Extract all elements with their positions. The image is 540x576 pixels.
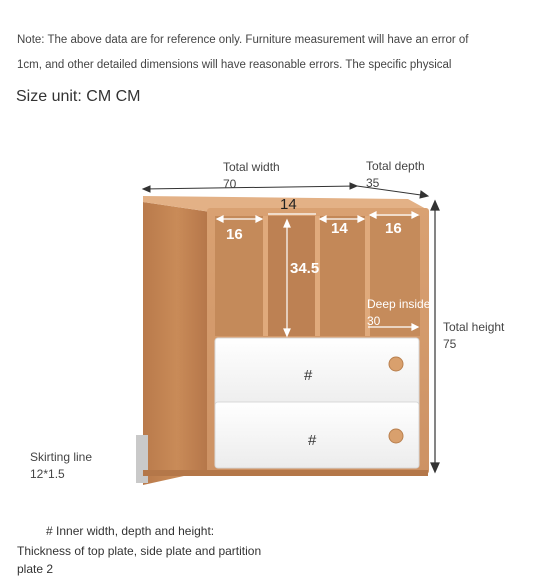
skirting-value: 12*1.5 [30,467,65,481]
total-width-label: Total width [223,160,280,174]
footnote-line-2: Thickness of top plate, side plate and partition [17,544,262,558]
total-width-arrow [143,183,357,192]
size-unit: Size unit: CM CM [16,88,141,105]
total-height-arrow [431,201,439,472]
skirting-label: Skirting line [30,450,93,464]
drawer-2-mark: # [308,432,317,449]
note-line-2: 1cm, and other detailed dimensions will have reasonable errors. The specific physical [17,59,452,71]
footnote-line-3: plate 2 [17,562,54,576]
total-height-label: Total height [443,320,505,334]
cabinet-base [143,470,428,476]
total-width-value: 70 [223,177,237,191]
compartment-2-height: 34.5 [290,260,320,277]
compartment-3-width: 14 [331,220,348,237]
drawer-1-mark: # [304,367,313,384]
total-height-value: 75 [443,337,457,351]
footnote-line-1: # Inner width, depth and height: [46,524,215,538]
total-depth-label: Total depth [366,159,425,173]
cabinet-side-panel [143,202,211,485]
deep-inside-value: 30 [367,314,381,328]
drawer-2-knob [389,429,403,443]
drawer-1 [215,338,419,411]
partition-1 [263,216,268,336]
drawer-1-knob [389,357,403,371]
drawer-2 [215,402,419,468]
top-spacing-label: 14 [280,196,297,213]
deep-inside-label: Deep inside [367,297,431,311]
note-line-1: Note: The above data are for reference only. Furniture measurement will have an error of [17,34,469,46]
total-depth-value: 35 [366,176,380,190]
compartment-1-width: 16 [226,226,243,243]
compartment-4-width: 16 [385,220,402,237]
